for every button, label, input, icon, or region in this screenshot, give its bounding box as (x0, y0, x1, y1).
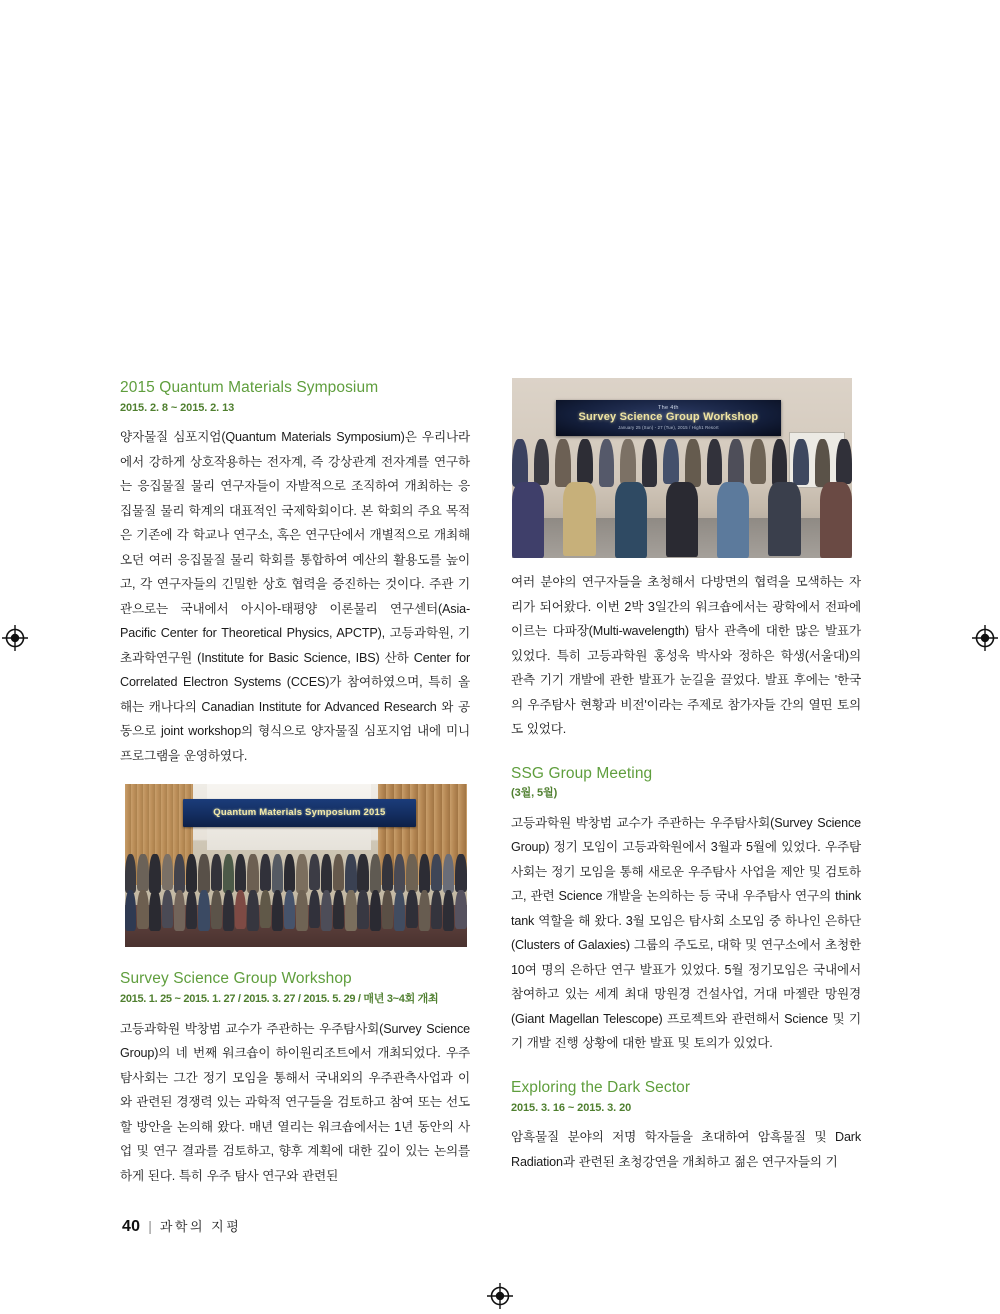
section-title-survey-science-group-workshop: Survey Science Group Workshop (120, 970, 352, 988)
photo-banner-quantum-materials (183, 799, 416, 827)
section-date-quantum-materials-symposium: 2015. 2. 8 ~ 2015. 2. 13 (120, 401, 235, 414)
section-body-ssg-group-meeting: 고등과학원 박창범 교수가 주관하는 우주탐사회(Survey Science Group) 정기 모임이 고등과학원에서 3월과 5월에 있었다. 우주탐사회는 정기 모임을 통해 새로운 우주탐사 사업을 제안 및 검토하고, 관련 Science 개발을 논의하는 등 국내 우주탐사 연구의 think tank 역할을 해 왔다. 3월 모임은 탐사회 소모임 중 하나인 은하단 (Clusters of Galaxies) 그룹의 주도로, 대학 및 연구소에서 초청한 10여 명의 은하단 연구 발표가 있었다. 5월 정기모임은 국내에서 참여하고 있는 세계 최대 망원경 건설사업, 거대 마젤란 망원경 (Giant Magellan Telescope) 프로젝트와 관련해서 Science 및 기기 개발 진행 상황에 대한 발표 및 토의가 있었다. (511, 815, 861, 1051)
section-body-quantum-materials-symposium: 양자물질 심포지엄(Quantum Materials Symposium)은 우리나라에서 강하게 상호작용하는 전자계, 즉 강상관계 전자계를 연구하는 응집물질 물리 연구자들이 자발적으로 조직하여 개최하는 응집물질 물리 학계의 대표적인 국제학회이다. 본 학회의 주요 목적은 기존에 각 학교나 연구소, 혹은 연구단에서 개별적으로 개최해오던 여러 응집물질 물리 학회를 통합하여 예산의 활용도를 높이고, 각 연구자들의 긴밀한 상호 협력을 증진하는 것이다. 주관 기관으로는 국내에서 아시아-태평양 이론물리 연구센터(Asia-Pacific Center for Theoretical Physics, APCTP), 고등과학원, 기초과학연구원 (Institute for Basic Science, IBS) 산하 Center for Correlated Electron Systems (CCES)가 참여하였으며, 특히 올해는 캐나다의 Canadian Institute for Advanced Research 와 공동으로 joint workshop의 형식으로 양자물질 심포지엄 내에 미니 프로그램을 운영하였다. (120, 430, 470, 763)
registration-mark-left-icon (2, 625, 28, 651)
page-footer (122, 1216, 241, 1236)
section-title-ssg-group-meeting: SSG Group Meeting (511, 764, 653, 782)
footer-divider: | (148, 1218, 152, 1234)
section-date-exploring-the-dark-sector: 2015. 3. 16 ~ 2015. 3. 20 (511, 1101, 632, 1114)
section-body-survey-science-group-workshop: 고등과학원 박창범 교수가 주관하는 우주탐사회(Survey Science Group)의 네 번째 워크숍이 하이원리조트에서 개최되었다. 우주탐사회는 그간 정기 모임을 통해서 국내외의 우주관측사업과 이와 관련된 경쟁력 있는 과학적 연구들을 검토하고 참여 또는 선도할 방안을 논의해 왔다. 매년 열리는 워크숍에서는 1년 동안의 사업 및 연구 결과를 검토하고, 향후 계획에 대한 깊이 있는 논의를 하게 된다. 특히 우주 탐사 연구와 관련된 (120, 1021, 470, 1183)
section-body-exploring-the-dark-sector: 암흑물질 분야의 저명 학자들을 초대하여 암흑물질 및 Dark Radiation과 관련된 초청강연을 개최하고 젊은 연구자들의 기 (511, 1130, 861, 1169)
photo-crowd-row-seated (512, 482, 852, 558)
photo-crowd-row (125, 890, 467, 931)
section-title-quantum-materials-symposium: 2015 Quantum Materials Symposium (120, 379, 379, 396)
photo-crowd-row (125, 854, 467, 893)
photo-banner-text: Quantum Materials Symposium 2015 (213, 807, 386, 819)
photo-banner-survey-science-group (556, 400, 780, 436)
photo-banner-line3: January 25 (Sun) - 27 (Tue), 2015 / High1 Resort (618, 425, 719, 431)
photo-banner-line1: The 4th (658, 405, 679, 412)
photo-crowd-row (512, 439, 852, 487)
section-date-survey-science-group-workshop: 2015. 1. 25 ~ 2015. 1. 27 / 2015. 3. 27 / 2015. 5. 29 / 매년 3~4회 개최 (120, 993, 439, 1006)
page-number: 40 (122, 1218, 141, 1235)
journal-title: 과학의 지평 (159, 1219, 242, 1234)
photo-survey-science-group-workshop (512, 378, 852, 558)
section-date-ssg-group-meeting: (3월, 5월) (511, 787, 558, 800)
section-title-exploring-the-dark-sector: Exploring the Dark Sector (511, 1078, 691, 1096)
left-column (120, 378, 470, 1188)
photo-quantum-materials-symposium (125, 784, 467, 947)
section-body-survey-science-group-workshop-continued: 여러 분야의 연구자들을 초청해서 다방면의 협력을 모색하는 자리가 되어왔다. 이번 2박 3일간의 워크숍에서는 광학에서 전파에 이르는 다파장(Multi-wavelength) 탐사 관측에 대한 많은 발표가 있었다. 특히 고등과학원 홍성욱 박사와 정하은 학생(서울대)의 관측 기기 개발에 관한 발표가 눈길을 끌었다. 발표 후에는 '한국의 우주탐사 현황과 비전'이라는 주제로 참가자들 간의 열띤 토의도 있었다. (511, 575, 861, 736)
photo-crowd (512, 439, 852, 558)
registration-mark-right-icon (972, 625, 998, 651)
photo-crowd (125, 854, 467, 947)
registration-mark-bottom-icon (487, 1283, 513, 1309)
photo-banner-line2: Survey Science Group Workshop (578, 411, 759, 424)
right-column (511, 378, 861, 1174)
